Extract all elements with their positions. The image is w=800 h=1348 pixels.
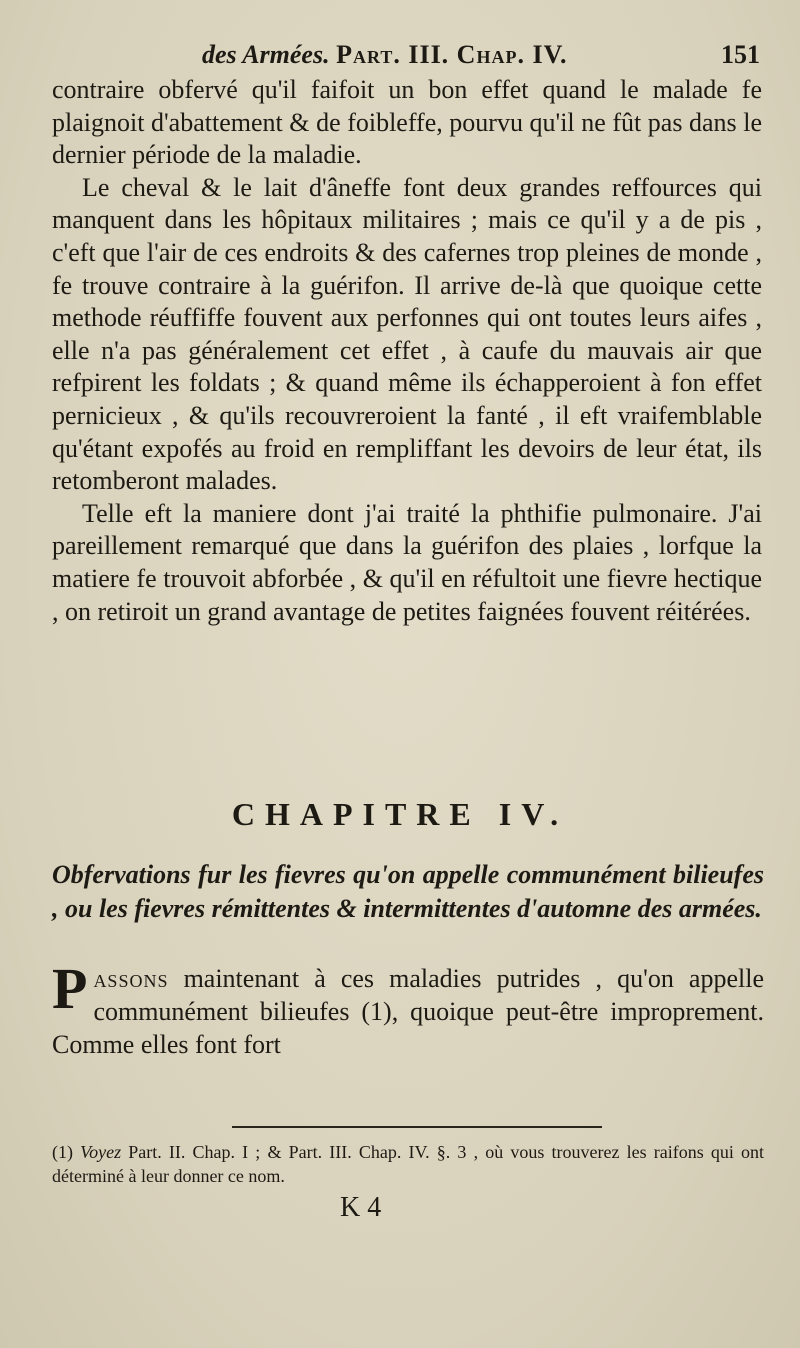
footnote-italic: Voyez bbox=[80, 1142, 122, 1162]
chapter-subtitle: Obfervations fur les fievres qu'on appelle communément bilieufes , ou les fievres rémittentes & intermittentes d'automne des armées. bbox=[52, 860, 764, 923]
body-text bbox=[52, 74, 762, 628]
footnote-text: Part. II. Chap. I ; & Part. III. Chap. IV. §. 3 , où vous trouverez les raifons qui ont déterminé à leur donner ce nom. bbox=[52, 1142, 764, 1186]
running-head-title bbox=[202, 40, 568, 70]
drop-cap: P bbox=[52, 956, 88, 1021]
running-head bbox=[52, 40, 760, 70]
opening-small-caps: assons bbox=[93, 964, 169, 993]
footnote bbox=[52, 1140, 764, 1188]
footnote-marker: (1) bbox=[52, 1142, 81, 1162]
chapter-opening-paragraph bbox=[52, 956, 764, 1061]
page-number: 151 bbox=[721, 40, 760, 69]
opening-text: maintenant à ces maladies putrides , qu'on appelle communément bilieufes (1), quoique peut-être improprement. Comme elles font fort bbox=[52, 964, 764, 1059]
running-head-part-chapter: Part. III. Chap. IV. bbox=[336, 40, 568, 69]
paragraph-2: Le cheval & le lait d'âneffe font deux grandes reffources qui manquent dans les hôpitaux militaires ; mais ce qu'il y a de pis , c'eft que l'air de ces endroits & des cafernes trop pleines de monde , fe trouve contraire à la guérifon. Il arrive de-là que quoique cette methode réuffiffe fouvent aux perfonnes qui ont toutes leurs aifes , elle n'a pas généralement cet effet , à caufe du mauvais air que refpirent les foldats ; & quand même ils échapperoient à fon effet pernicieux , & qu'ils recouvreroient la fanté , il eft vraifemblable qu'étant expofés au froid en rempliffant les devoirs de leur état, ils retomberont malades. bbox=[52, 172, 762, 496]
footnote-rule bbox=[232, 1126, 602, 1128]
chapter-heading: CHAPITRE IV. bbox=[231, 796, 569, 832]
signature-mark: K 4 bbox=[340, 1192, 382, 1223]
running-head-italic: des Armées. bbox=[202, 40, 330, 69]
paragraph-1: contraire obfervé qu'il faifoit un bon effet quand le malade fe plaignoit d'abattement & de foibleffe, pourvu qu'il ne fût pas dans le dernier période de la maladie. bbox=[52, 75, 762, 170]
paragraph-3: Telle eft la maniere dont j'ai traité la phthifie pulmonaire. J'ai pareillement remarqué que dans la guérifon des plaies , lorfque la matiere fe trouvoit abforbée , & qu'il en réfultoit une fievre hectique , on retiroit un grand avantage de petites faignées fouvent réitérées. bbox=[52, 498, 762, 626]
